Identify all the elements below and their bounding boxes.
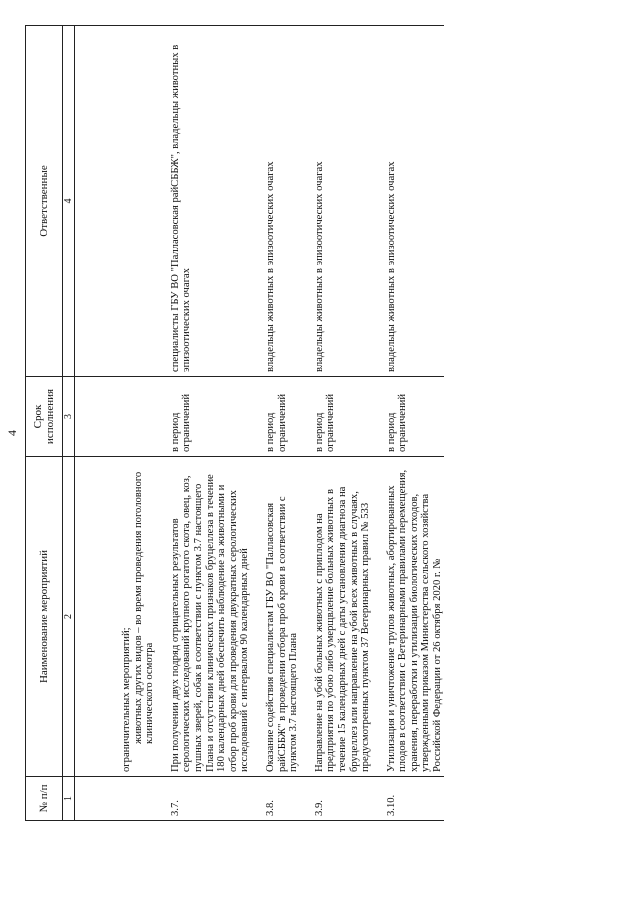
row-number: 3.7. xyxy=(170,777,251,821)
continuation-line-1: ограничительных мероприятий; xyxy=(121,627,132,772)
row-number: 3.9. xyxy=(314,777,372,821)
table-header-row xyxy=(26,26,63,821)
row-responsible: владельцы животных в эпизоотических очагах xyxy=(386,26,444,377)
row-responsible: специалисты ГБУ ВО "Палласовская райСББЖ", владельцы животных в эпизоотических очагах xyxy=(170,26,251,377)
col-number-4: 4 xyxy=(63,26,75,377)
row-number: 3.8. xyxy=(265,777,300,821)
header-term: Срок исполнения xyxy=(26,377,63,457)
table-row-continuation xyxy=(75,26,156,821)
page-number: 4 xyxy=(5,430,19,436)
header-name: Наименование мероприятий xyxy=(26,457,63,777)
table-row xyxy=(170,26,251,821)
row-term: в период ограничений xyxy=(265,377,300,457)
row-name: Утилизация и уничтожение трупов животных, абортированных плодов в соответствии с Ветеринарными правилами перемещения, хранения, переработки и утилизации биологических отходов, утвержденными приказом Министерства сельского хозяйства Российской Федерации от 26 октября 2020 г. № xyxy=(385,469,444,772)
col-number-2: 2 xyxy=(63,457,75,777)
measures-table xyxy=(25,25,444,821)
row-responsible: владельцы животных в эпизоотических очагах xyxy=(265,26,300,377)
table-row xyxy=(386,26,444,821)
row-term: в период ограничений xyxy=(314,377,372,457)
col-number-1: 1 xyxy=(63,777,75,821)
row-name: Оказание содействия специалистам ГБУ ВО "Палласовская райСББЖ" в проведении отбора проб крови в соответствии с пунктом 3.7 настоящего Плана xyxy=(264,496,300,772)
header-num: № п/п xyxy=(26,777,63,821)
continuation-text xyxy=(75,457,156,777)
row-responsible: владельцы животных в эпизоотических очагах xyxy=(314,26,372,377)
continuation-line-2: животных других видов – во время проведения поголовного клинического осмотра xyxy=(132,471,156,744)
table-row xyxy=(314,26,372,821)
column-numbers-row xyxy=(63,26,75,821)
col-number-3: 3 xyxy=(63,377,75,457)
table-row xyxy=(265,26,300,821)
row-name: Направление на убой больных животных с приплодом на предприятия по убою либо умерщвление больных животных в течение 15 календарных дней с даты установления диагноза на бруцеллез или направление на убой всех животных в случаях, предусмотренных пунктом 37 Ветеринарных правил № 533 xyxy=(313,486,372,772)
header-resp: Ответственные xyxy=(26,26,63,377)
row-number: 3.10. xyxy=(386,777,444,821)
row-name: При получении двух подряд отрицательных результатов серологических исследований крупного рогатого скота, овец, коз, пушных зверей, собак в соответствии с пунктом 3.7 настоящего Плана и отсутствии клинических признаков бруцеллеза в течение 180 календарных дней обеспечить наблюдение за животными и отбор проб крови для проведения двукратных серологических исследований с интервалом 90 календарных дней xyxy=(169,474,251,772)
row-term: в период ограничений xyxy=(170,377,251,457)
row-term: в период ограничений xyxy=(386,377,444,457)
